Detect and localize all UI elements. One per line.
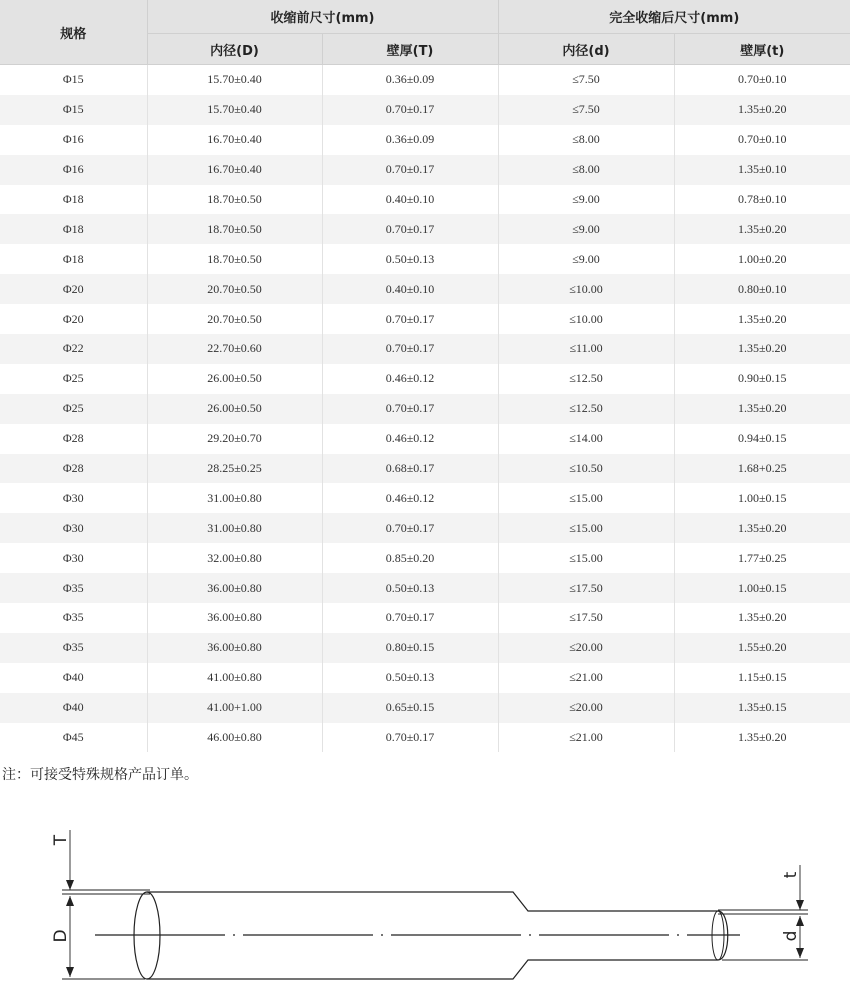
- cell-wall-thickness-before: 0.70±0.17: [322, 95, 498, 125]
- cell-spec: Φ18: [0, 214, 147, 244]
- cell-inner-diameter-before: 36.00±0.80: [147, 573, 322, 603]
- header-after-shrink: 完全收缩后尺寸(mm): [498, 0, 850, 34]
- cell-inner-diameter-after: ≤17.50: [498, 573, 674, 603]
- cell-inner-diameter-before: 29.20±0.70: [147, 424, 322, 454]
- cell-wall-thickness-after: 0.78±0.10: [674, 185, 850, 215]
- cell-wall-thickness-before: 0.40±0.10: [322, 185, 498, 215]
- cell-wall-thickness-after: 1.77±0.25: [674, 543, 850, 573]
- cell-wall-thickness-after: 1.00±0.20: [674, 244, 850, 274]
- cell-inner-diameter-before: 41.00+1.00: [147, 693, 322, 723]
- table-row: [0, 723, 850, 753]
- cell-spec: Φ35: [0, 633, 147, 663]
- cell-inner-diameter-after: ≤10.50: [498, 454, 674, 484]
- cell-wall-thickness-before: 0.70±0.17: [322, 394, 498, 424]
- cell-wall-thickness-before: 0.70±0.17: [322, 603, 498, 633]
- cell-inner-diameter-before: 18.70±0.50: [147, 244, 322, 274]
- header-before-shrink: 收缩前尺寸(mm): [147, 0, 498, 34]
- table-row: [0, 304, 850, 334]
- cell-inner-diameter-after: ≤15.00: [498, 543, 674, 573]
- cell-wall-thickness-before: 0.50±0.13: [322, 244, 498, 274]
- cell-spec: Φ18: [0, 185, 147, 215]
- table-row: [0, 185, 850, 215]
- cell-spec: Φ40: [0, 693, 147, 723]
- cell-wall-thickness-after: 1.35±0.20: [674, 603, 850, 633]
- cell-wall-thickness-after: 1.00±0.15: [674, 483, 850, 513]
- cell-inner-diameter-before: 31.00±0.80: [147, 483, 322, 513]
- cell-inner-diameter-before: 41.00±0.80: [147, 663, 322, 693]
- order-note: 注：可接受特殊规格产品订单。: [2, 767, 198, 783]
- cell-wall-thickness-after: 1.35±0.20: [674, 95, 850, 125]
- table-row: [0, 334, 850, 364]
- cell-inner-diameter-after: ≤11.00: [498, 334, 674, 364]
- cell-wall-thickness-before: 0.70±0.17: [322, 214, 498, 244]
- cell-spec: Φ30: [0, 483, 147, 513]
- cell-inner-diameter-after: ≤7.50: [498, 65, 674, 95]
- cell-inner-diameter-after: ≤9.00: [498, 244, 674, 274]
- table-row: [0, 603, 850, 633]
- cell-wall-thickness-before: 0.70±0.17: [322, 304, 498, 334]
- cell-wall-thickness-before: 0.36±0.09: [322, 125, 498, 155]
- cell-spec: Φ18: [0, 244, 147, 274]
- header-wall-thickness-before: 壁厚(T): [322, 34, 498, 65]
- cell-spec: Φ22: [0, 334, 147, 364]
- cell-inner-diameter-before: 20.70±0.50: [147, 304, 322, 334]
- cell-wall-thickness-before: 0.70±0.17: [322, 155, 498, 185]
- table-row: [0, 543, 850, 573]
- cell-inner-diameter-after: ≤15.00: [498, 483, 674, 513]
- cell-wall-thickness-after: 1.35±0.20: [674, 723, 850, 753]
- cell-inner-diameter-after: ≤7.50: [498, 95, 674, 125]
- table-row: [0, 65, 850, 95]
- table-row: [0, 424, 850, 454]
- table-row: [0, 364, 850, 394]
- header-inner-diameter-before: 内径(D): [147, 34, 322, 65]
- label-t: t: [781, 871, 801, 879]
- table-row: [0, 95, 850, 125]
- cell-wall-thickness-after: 1.35±0.20: [674, 513, 850, 543]
- cell-inner-diameter-after: ≤20.00: [498, 633, 674, 663]
- cell-inner-diameter-before: 26.00±0.50: [147, 394, 322, 424]
- table-row: [0, 214, 850, 244]
- cell-inner-diameter-before: 16.70±0.40: [147, 155, 322, 185]
- cell-inner-diameter-after: ≤8.00: [498, 155, 674, 185]
- cell-spec: Φ16: [0, 155, 147, 185]
- table-row: [0, 663, 850, 693]
- cell-inner-diameter-after: ≤10.00: [498, 274, 674, 304]
- cell-inner-diameter-after: ≤9.00: [498, 185, 674, 215]
- header-spec: 规格: [0, 0, 147, 65]
- label-D: D: [51, 929, 71, 943]
- cell-inner-diameter-before: 15.70±0.40: [147, 95, 322, 125]
- table-row: [0, 394, 850, 424]
- cell-spec: Φ35: [0, 573, 147, 603]
- cell-inner-diameter-before: 26.00±0.50: [147, 364, 322, 394]
- cell-inner-diameter-after: ≤21.00: [498, 663, 674, 693]
- header-wall-thickness-after: 壁厚(t): [674, 34, 850, 65]
- cell-wall-thickness-after: 1.35±0.20: [674, 394, 850, 424]
- cell-wall-thickness-before: 0.68±0.17: [322, 454, 498, 484]
- table-row: [0, 454, 850, 484]
- cell-wall-thickness-before: 0.80±0.15: [322, 633, 498, 663]
- cell-spec: Φ30: [0, 543, 147, 573]
- cell-wall-thickness-before: 0.40±0.10: [322, 274, 498, 304]
- cell-wall-thickness-after: 0.80±0.10: [674, 274, 850, 304]
- cell-wall-thickness-after: 0.90±0.15: [674, 364, 850, 394]
- cell-wall-thickness-before: 0.70±0.17: [322, 334, 498, 364]
- tube-dimension-diagram: [0, 810, 850, 999]
- cell-wall-thickness-after: 1.35±0.20: [674, 304, 850, 334]
- cell-inner-diameter-after: ≤9.00: [498, 214, 674, 244]
- cell-inner-diameter-after: ≤20.00: [498, 693, 674, 723]
- cell-wall-thickness-after: 1.35±0.20: [674, 334, 850, 364]
- cell-inner-diameter-before: 22.70±0.60: [147, 334, 322, 364]
- cell-wall-thickness-after: 1.35±0.20: [674, 214, 850, 244]
- cell-spec: Φ15: [0, 65, 147, 95]
- cell-spec: Φ45: [0, 723, 147, 753]
- table-row: [0, 244, 850, 274]
- cell-wall-thickness-after: 1.35±0.10: [674, 155, 850, 185]
- cell-inner-diameter-after: ≤10.00: [498, 304, 674, 334]
- table-row: [0, 483, 850, 513]
- cell-inner-diameter-after: ≤12.50: [498, 394, 674, 424]
- cell-inner-diameter-before: 28.25±0.25: [147, 454, 322, 484]
- table-row: [0, 633, 850, 663]
- cell-inner-diameter-before: 18.70±0.50: [147, 185, 322, 215]
- cell-wall-thickness-before: 0.65±0.15: [322, 693, 498, 723]
- cell-wall-thickness-after: 1.00±0.15: [674, 573, 850, 603]
- label-d: d: [781, 930, 801, 942]
- cell-wall-thickness-before: 0.46±0.12: [322, 424, 498, 454]
- cell-inner-diameter-after: ≤14.00: [498, 424, 674, 454]
- cell-wall-thickness-before: 0.70±0.17: [322, 723, 498, 753]
- cell-inner-diameter-after: ≤12.50: [498, 364, 674, 394]
- cell-inner-diameter-after: ≤8.00: [498, 125, 674, 155]
- cell-inner-diameter-before: 16.70±0.40: [147, 125, 322, 155]
- table-body: [0, 65, 850, 753]
- cell-inner-diameter-before: 32.00±0.80: [147, 543, 322, 573]
- cell-inner-diameter-before: 31.00±0.80: [147, 513, 322, 543]
- cell-wall-thickness-before: 0.36±0.09: [322, 65, 498, 95]
- cell-wall-thickness-after: 0.70±0.10: [674, 65, 850, 95]
- table-row: [0, 573, 850, 603]
- table-row: [0, 513, 850, 543]
- cell-inner-diameter-before: 18.70±0.50: [147, 214, 322, 244]
- cell-spec: Φ20: [0, 274, 147, 304]
- cell-wall-thickness-before: 0.50±0.13: [322, 663, 498, 693]
- cell-spec: Φ25: [0, 394, 147, 424]
- table-row: [0, 125, 850, 155]
- cell-spec: Φ35: [0, 603, 147, 633]
- cell-wall-thickness-after: 1.55±0.20: [674, 633, 850, 663]
- cell-spec: Φ25: [0, 364, 147, 394]
- cell-wall-thickness-after: 1.68+0.25: [674, 454, 850, 484]
- cell-inner-diameter-before: 36.00±0.80: [147, 633, 322, 663]
- cell-wall-thickness-before: 0.46±0.12: [322, 364, 498, 394]
- table-row: [0, 155, 850, 185]
- table-row: [0, 693, 850, 723]
- cell-wall-thickness-after: 0.94±0.15: [674, 424, 850, 454]
- cell-inner-diameter-before: 15.70±0.40: [147, 65, 322, 95]
- cell-inner-diameter-after: ≤15.00: [498, 513, 674, 543]
- cell-inner-diameter-after: ≤17.50: [498, 603, 674, 633]
- cell-inner-diameter-before: 46.00±0.80: [147, 723, 322, 753]
- cell-spec: Φ30: [0, 513, 147, 543]
- table-header: [0, 0, 850, 65]
- cell-inner-diameter-after: ≤21.00: [498, 723, 674, 753]
- cell-spec: Φ40: [0, 663, 147, 693]
- cell-spec: Φ20: [0, 304, 147, 334]
- cell-spec: Φ16: [0, 125, 147, 155]
- cell-wall-thickness-after: 1.15±0.15: [674, 663, 850, 693]
- cell-wall-thickness-after: 0.70±0.10: [674, 125, 850, 155]
- label-T: T: [51, 834, 71, 846]
- table-row: [0, 274, 850, 304]
- cell-spec: Φ28: [0, 424, 147, 454]
- cell-wall-thickness-after: 1.35±0.15: [674, 693, 850, 723]
- cell-wall-thickness-before: 0.85±0.20: [322, 543, 498, 573]
- cell-wall-thickness-before: 0.50±0.13: [322, 573, 498, 603]
- cell-wall-thickness-before: 0.46±0.12: [322, 483, 498, 513]
- header-inner-diameter-after: 内径(d): [498, 34, 674, 65]
- cell-inner-diameter-before: 36.00±0.80: [147, 603, 322, 633]
- cell-spec: Φ15: [0, 95, 147, 125]
- cell-inner-diameter-before: 20.70±0.50: [147, 274, 322, 304]
- cell-wall-thickness-before: 0.70±0.17: [322, 513, 498, 543]
- cell-spec: Φ28: [0, 454, 147, 484]
